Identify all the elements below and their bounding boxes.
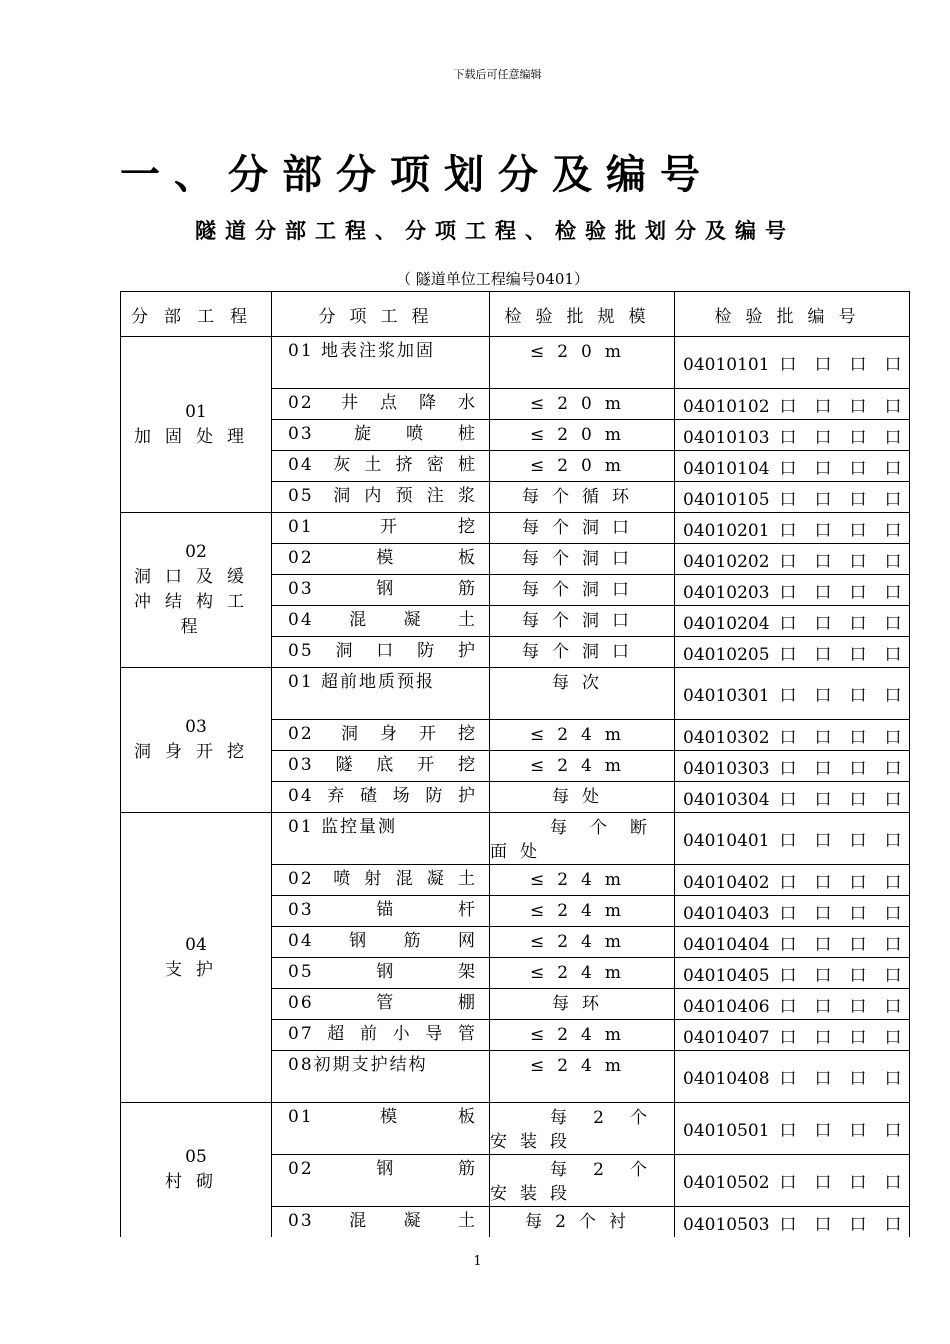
blank-box: 口 — [814, 489, 832, 510]
blank-box: 口 — [779, 903, 797, 924]
blank-box: 口 — [849, 758, 867, 779]
batch-code: 04010501 — [683, 1121, 770, 1141]
batch-code: 04010401 — [683, 831, 770, 851]
item-cell: 03钢筋 — [272, 575, 490, 606]
batch-code-cell — [675, 420, 910, 451]
blank-box: 口 — [814, 789, 832, 810]
division-cell — [121, 668, 272, 813]
blank-box: 口 — [849, 458, 867, 479]
blank-box: 口 — [849, 613, 867, 634]
batch-code: 04010202 — [683, 551, 770, 572]
blank-box: 口 — [849, 872, 867, 893]
blank-box: 口 — [814, 872, 832, 893]
blank-box: 口 — [849, 996, 867, 1017]
blank-box: 口 — [814, 520, 832, 541]
table-row — [121, 1103, 910, 1155]
blank-box: 口 — [884, 758, 902, 779]
blank-box: 口 — [849, 489, 867, 510]
blank-box: 口 — [884, 489, 902, 510]
batch-code-cell — [675, 1155, 910, 1207]
blank-box: 口 — [814, 613, 832, 634]
blank-box: 口 — [779, 758, 797, 779]
batch-code-cell — [675, 813, 910, 865]
unit-code-note: （ 隧道单位工程编号0401） — [396, 270, 589, 288]
blank-box: 口 — [779, 458, 797, 479]
batch-code-cell — [675, 1020, 910, 1051]
blank-box: 口 — [849, 831, 867, 851]
division-code: 01 — [185, 401, 207, 422]
item-cell: 04钢筋网 — [272, 927, 490, 958]
blank-box: 口 — [814, 396, 832, 417]
batch-code-cell — [675, 1051, 910, 1103]
batch-scale-cell: ≤24m — [490, 751, 675, 782]
batch-code-cell — [675, 751, 910, 782]
blank-box: 口 — [814, 644, 832, 665]
batch-scale-cell: 每个循环 — [490, 482, 675, 513]
division-table — [120, 291, 910, 1237]
batch-scale-cell: 每个洞口 — [490, 513, 675, 544]
batch-code: 04010104 — [683, 458, 770, 479]
blank-box: 口 — [779, 613, 797, 634]
batch-code: 04010204 — [683, 613, 770, 634]
blank-box: 口 — [814, 1027, 832, 1048]
blank-box: 口 — [849, 903, 867, 924]
blank-box: 口 — [779, 1027, 797, 1048]
batch-scale-cell: 每处 — [490, 782, 675, 813]
item-cell: 01 监控量测 — [272, 813, 490, 865]
table-row — [121, 513, 910, 544]
batch-code-cell — [675, 865, 910, 896]
blank-box: 口 — [779, 489, 797, 510]
blank-box: 口 — [779, 1069, 797, 1089]
batch-code: 04010408 — [683, 1069, 770, 1089]
batch-code-cell — [675, 1207, 910, 1238]
blank-box: 口 — [814, 727, 832, 748]
blank-box: 口 — [884, 1121, 902, 1141]
header-batch-code: 检验批编号 — [675, 292, 910, 337]
table-title: 隧道分部工程、分项工程、检验批划分及编号 — [195, 218, 795, 243]
batch-scale-cell: ≤20m — [490, 451, 675, 482]
blank-box: 口 — [884, 458, 902, 479]
blank-box: 口 — [884, 613, 902, 634]
blank-box: 口 — [814, 758, 832, 779]
blank-box: 口 — [849, 355, 867, 375]
item-cell: 04 灰土挤密桩 — [272, 451, 490, 482]
blank-box: 口 — [849, 1173, 867, 1193]
blank-box: 口 — [779, 934, 797, 955]
blank-box: 口 — [884, 1173, 902, 1193]
batch-code-cell — [675, 337, 910, 389]
blank-box: 口 — [779, 1214, 797, 1235]
batch-scale-cell: ≤24m — [490, 720, 675, 751]
blank-box: 口 — [884, 903, 902, 924]
item-cell: 01 模板 — [272, 1103, 490, 1155]
blank-box: 口 — [884, 427, 902, 448]
batch-code: 04010205 — [683, 644, 770, 665]
blank-box: 口 — [814, 551, 832, 572]
item-cell: 01 开挖 — [272, 513, 490, 544]
batch-code: 04010203 — [683, 582, 770, 603]
blank-box: 口 — [779, 1173, 797, 1193]
batch-code-cell — [675, 389, 910, 420]
division-cell — [121, 513, 272, 668]
blank-box: 口 — [779, 686, 797, 706]
batch-code: 04010402 — [683, 872, 770, 893]
blank-box: 口 — [779, 355, 797, 375]
batch-code: 04010103 — [683, 427, 770, 448]
division-name: 支护 — [165, 959, 227, 980]
batch-code: 04010503 — [683, 1214, 770, 1235]
blank-box: 口 — [884, 551, 902, 572]
batch-code: 04010407 — [683, 1027, 770, 1048]
batch-code-cell — [675, 927, 910, 958]
batch-code-cell — [675, 720, 910, 751]
batch-scale-cell: 每2个衬 — [490, 1207, 675, 1238]
batch-code-cell — [675, 782, 910, 813]
blank-box: 口 — [884, 644, 902, 665]
blank-box: 口 — [884, 996, 902, 1017]
blank-box: 口 — [884, 355, 902, 375]
batch-scale-cell: 每个洞口 — [490, 575, 675, 606]
blank-box: 口 — [849, 1214, 867, 1235]
batch-code-cell — [675, 544, 910, 575]
batch-code-cell — [675, 989, 910, 1020]
item-cell: 06管棚 — [272, 989, 490, 1020]
item-cell: 02钢筋 — [272, 1155, 490, 1207]
batch-scale-cell: 每个洞口 — [490, 606, 675, 637]
item-cell: 05洞口防护 — [272, 637, 490, 668]
item-cell: 04弃碴场防护 — [272, 782, 490, 813]
batch-code: 04010301 — [683, 686, 770, 706]
blank-box: 口 — [779, 1121, 797, 1141]
batch-code: 04010405 — [683, 965, 770, 986]
division-cell — [121, 1103, 272, 1238]
blank-box: 口 — [849, 686, 867, 706]
item-cell: 04混凝土 — [272, 606, 490, 637]
batch-code-cell — [675, 575, 910, 606]
blank-box: 口 — [814, 996, 832, 1017]
batch-code: 04010304 — [683, 789, 770, 810]
batch-code: 04010303 — [683, 758, 770, 779]
batch-scale-cell: 每个洞口 — [490, 544, 675, 575]
batch-code-cell — [675, 1103, 910, 1155]
blank-box: 口 — [779, 520, 797, 541]
division-name: 洞身开挖 — [134, 742, 258, 762]
batch-code: 04010201 — [683, 520, 770, 541]
batch-scale-cell: ≤20m — [490, 389, 675, 420]
blank-box: 口 — [849, 427, 867, 448]
blank-box: 口 — [814, 1121, 832, 1141]
division-code: 03 — [185, 717, 207, 737]
blank-box: 口 — [814, 1069, 832, 1089]
blank-box: 口 — [884, 934, 902, 955]
table-row — [121, 337, 910, 389]
blank-box: 口 — [884, 520, 902, 541]
table-header-row — [121, 292, 910, 337]
batch-code-cell — [675, 451, 910, 482]
division-name: 村砌 — [165, 1172, 227, 1192]
batch-code: 04010102 — [683, 396, 770, 417]
blank-box: 口 — [884, 831, 902, 851]
blank-box: 口 — [849, 582, 867, 603]
batch-scale-cell: ≤24m — [490, 865, 675, 896]
batch-code-cell — [675, 513, 910, 544]
table-row — [121, 668, 910, 720]
batch-scale-cell: ≤20m — [490, 420, 675, 451]
header-note: 下载后可任意编辑 — [453, 68, 542, 81]
batch-scale-cell: 每个断面处 — [490, 813, 675, 865]
item-cell: 02模板 — [272, 544, 490, 575]
item-cell: 02 井点降水 — [272, 389, 490, 420]
blank-box: 口 — [849, 644, 867, 665]
batch-scale-cell: ≤20m — [490, 337, 675, 389]
blank-box: 口 — [884, 582, 902, 603]
page-number: 1 — [473, 1254, 482, 1269]
batch-scale-cell: ≤24m — [490, 896, 675, 927]
blank-box: 口 — [884, 686, 902, 706]
batch-scale-cell: ≤24m — [490, 1051, 675, 1103]
blank-box: 口 — [849, 520, 867, 541]
page-title: 一、分部分项划分及编号 — [120, 151, 714, 198]
batch-code-cell — [675, 896, 910, 927]
batch-scale-cell: ≤24m — [490, 1020, 675, 1051]
division-code: 02 — [185, 542, 207, 562]
blank-box: 口 — [849, 1027, 867, 1048]
header-item: 分项工程 — [272, 292, 490, 337]
blank-box: 口 — [814, 831, 832, 851]
item-cell: 01 地表注浆加固 — [272, 337, 490, 389]
batch-scale-cell: 每次 — [490, 668, 675, 720]
item-cell: 03 旋喷桩 — [272, 420, 490, 451]
batch-code-cell — [675, 958, 910, 989]
item-cell: 08初期支护结构 — [272, 1051, 490, 1103]
blank-box: 口 — [849, 396, 867, 417]
blank-box: 口 — [779, 582, 797, 603]
division-cell — [121, 337, 272, 513]
item-cell: 05钢架 — [272, 958, 490, 989]
blank-box: 口 — [814, 934, 832, 955]
batch-scale-cell: 每2个安装段 — [490, 1155, 675, 1207]
batch-code: 04010403 — [683, 903, 770, 924]
division-name: 洞口及缓冲结构工程 — [134, 567, 258, 637]
batch-code-cell — [675, 668, 910, 720]
blank-box: 口 — [779, 996, 797, 1017]
blank-box: 口 — [884, 1214, 902, 1235]
batch-scale-cell: ≤24m — [490, 927, 675, 958]
batch-code: 04010502 — [683, 1173, 770, 1193]
blank-box: 口 — [814, 1214, 832, 1235]
table-row — [121, 813, 910, 865]
blank-box: 口 — [884, 1027, 902, 1048]
item-cell: 03混凝土 — [272, 1207, 490, 1238]
item-cell: 01 超前地质预报 — [272, 668, 490, 720]
blank-box: 口 — [849, 1121, 867, 1141]
blank-box: 口 — [849, 965, 867, 986]
batch-code-cell — [675, 637, 910, 668]
blank-box: 口 — [779, 644, 797, 665]
item-cell: 03隧底开挖 — [272, 751, 490, 782]
blank-box: 口 — [814, 582, 832, 603]
blank-box: 口 — [779, 789, 797, 810]
blank-box: 口 — [814, 965, 832, 986]
blank-box: 口 — [779, 965, 797, 986]
header-division: 分部工程 — [121, 292, 272, 337]
blank-box: 口 — [779, 831, 797, 851]
blank-box: 口 — [849, 1069, 867, 1089]
batch-code: 04010101 — [683, 355, 770, 375]
batch-scale-cell: 每个洞口 — [490, 637, 675, 668]
item-cell: 05 洞内预注浆 — [272, 482, 490, 513]
blank-box: 口 — [884, 396, 902, 417]
blank-box: 口 — [779, 727, 797, 748]
blank-box: 口 — [884, 872, 902, 893]
item-cell: 07超前小导管 — [272, 1020, 490, 1051]
blank-box: 口 — [814, 427, 832, 448]
blank-box: 口 — [884, 1069, 902, 1089]
item-cell: 03锚杆 — [272, 896, 490, 927]
batch-scale-cell: ≤24m — [490, 958, 675, 989]
division-code: 04 — [185, 934, 207, 955]
item-cell: 02 洞身开挖 — [272, 720, 490, 751]
blank-box: 口 — [884, 789, 902, 810]
blank-box: 口 — [814, 686, 832, 706]
blank-box: 口 — [814, 355, 832, 375]
table-body — [121, 337, 910, 1238]
blank-box: 口 — [779, 551, 797, 572]
header-batch-scale: 检验批规模 — [490, 292, 675, 337]
blank-box: 口 — [779, 396, 797, 417]
batch-scale-cell: 每2个安装段 — [490, 1103, 675, 1155]
blank-box: 口 — [884, 965, 902, 986]
blank-box: 口 — [814, 1173, 832, 1193]
blank-box: 口 — [814, 903, 832, 924]
blank-box: 口 — [814, 458, 832, 479]
batch-code-cell — [675, 482, 910, 513]
blank-box: 口 — [849, 727, 867, 748]
blank-box: 口 — [849, 789, 867, 810]
batch-code: 04010404 — [683, 934, 770, 955]
batch-code: 04010406 — [683, 996, 770, 1017]
item-cell: 02 喷射混凝土 — [272, 865, 490, 896]
blank-box: 口 — [779, 872, 797, 893]
blank-box: 口 — [779, 427, 797, 448]
blank-box: 口 — [849, 934, 867, 955]
batch-code: 04010105 — [683, 489, 770, 510]
blank-box: 口 — [849, 551, 867, 572]
batch-scale-cell: 每环 — [490, 989, 675, 1020]
division-table-container — [120, 291, 910, 1237]
blank-box: 口 — [884, 727, 902, 748]
batch-code-cell — [675, 606, 910, 637]
division-cell — [121, 813, 272, 1103]
batch-code: 04010302 — [683, 727, 770, 748]
division-name: 加固处理 — [134, 426, 258, 447]
division-code: 05 — [185, 1147, 207, 1167]
